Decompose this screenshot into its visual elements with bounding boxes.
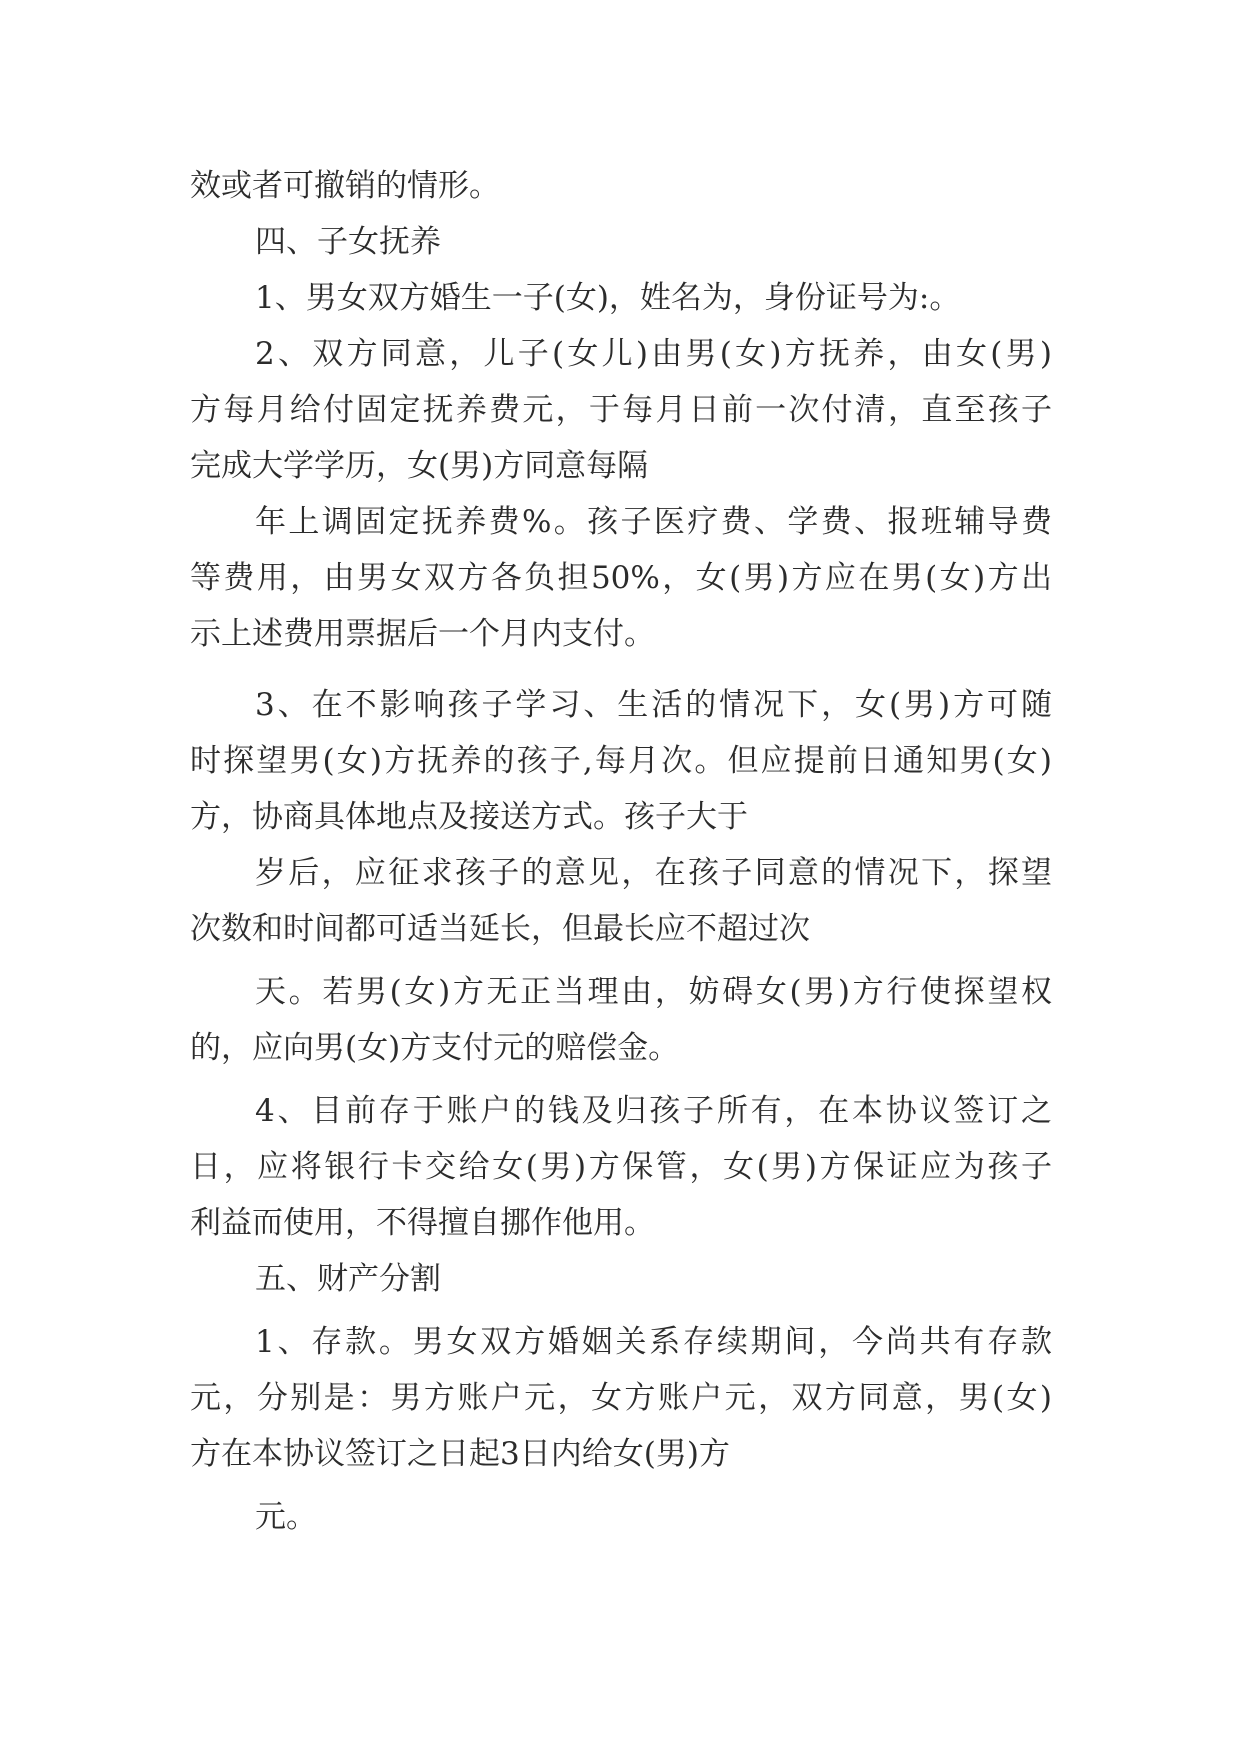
text-line: 3、在不影响孩子学习、生活的情况下，女(男)方可随: [255, 687, 1052, 723]
text-line: 方每月给付固定抚养费元，于每月日前一次付清，直至孩子: [190, 392, 1052, 428]
section-heading-child-custody: 四、子女抚养: [255, 224, 441, 260]
text-line: 方，协商具体地点及接送方式。孩子大于: [190, 799, 748, 835]
text-line: 效或者可撤销的情形。: [190, 168, 500, 204]
text-line: 岁后，应征求孩子的意见，在孩子同意的情况下，探望: [255, 855, 1052, 891]
text-line: 完成大学学历，女(男)方同意每隔: [190, 448, 649, 484]
text-line: 等费用，由男女双方各负担50%，女(男)方应在男(女)方出: [190, 560, 1052, 596]
text-line: 利益而使用，不得擅自挪作他用。: [190, 1205, 655, 1241]
text-line: 4、目前存于账户的钱及归孩子所有，在本协议签订之: [255, 1093, 1052, 1129]
text-line: 2、双方同意，儿子(女儿)由男(女)方抚养，由女(男): [255, 336, 1052, 372]
text-line: 元。: [255, 1499, 317, 1535]
text-line: 方在本协议签订之日起3日内给女(男)方: [190, 1436, 730, 1472]
text-line: 时探望男(女)方抚养的孩子,每月次。但应提前日通知男(女): [190, 743, 1052, 779]
text-line: 次数和时间都可适当延长，但最长应不超过次: [190, 911, 810, 947]
text-line: 1、男女双方婚生一子(女)，姓名为，身份证号为:。: [255, 280, 961, 316]
section-heading-property-division: 五、财产分割: [255, 1261, 441, 1297]
text-line: 1、存款。男女双方婚姻关系存续期间，今尚共有存款: [255, 1324, 1052, 1360]
text-line: 日，应将银行卡交给女(男)方保管，女(男)方保证应为孩子: [190, 1149, 1052, 1185]
text-line: 年上调固定抚养费%。孩子医疗费、学费、报班辅导费: [255, 504, 1052, 540]
text-line: 元，分别是：男方账户元，女方账户元，双方同意，男(女): [190, 1380, 1052, 1416]
text-line: 的，应向男(女)方支付元的赔偿金。: [190, 1030, 680, 1066]
text-line: 示上述费用票据后一个月内支付。: [190, 616, 655, 652]
text-line: 天。若男(女)方无正当理由，妨碍女(男)方行使探望权: [255, 974, 1052, 1010]
